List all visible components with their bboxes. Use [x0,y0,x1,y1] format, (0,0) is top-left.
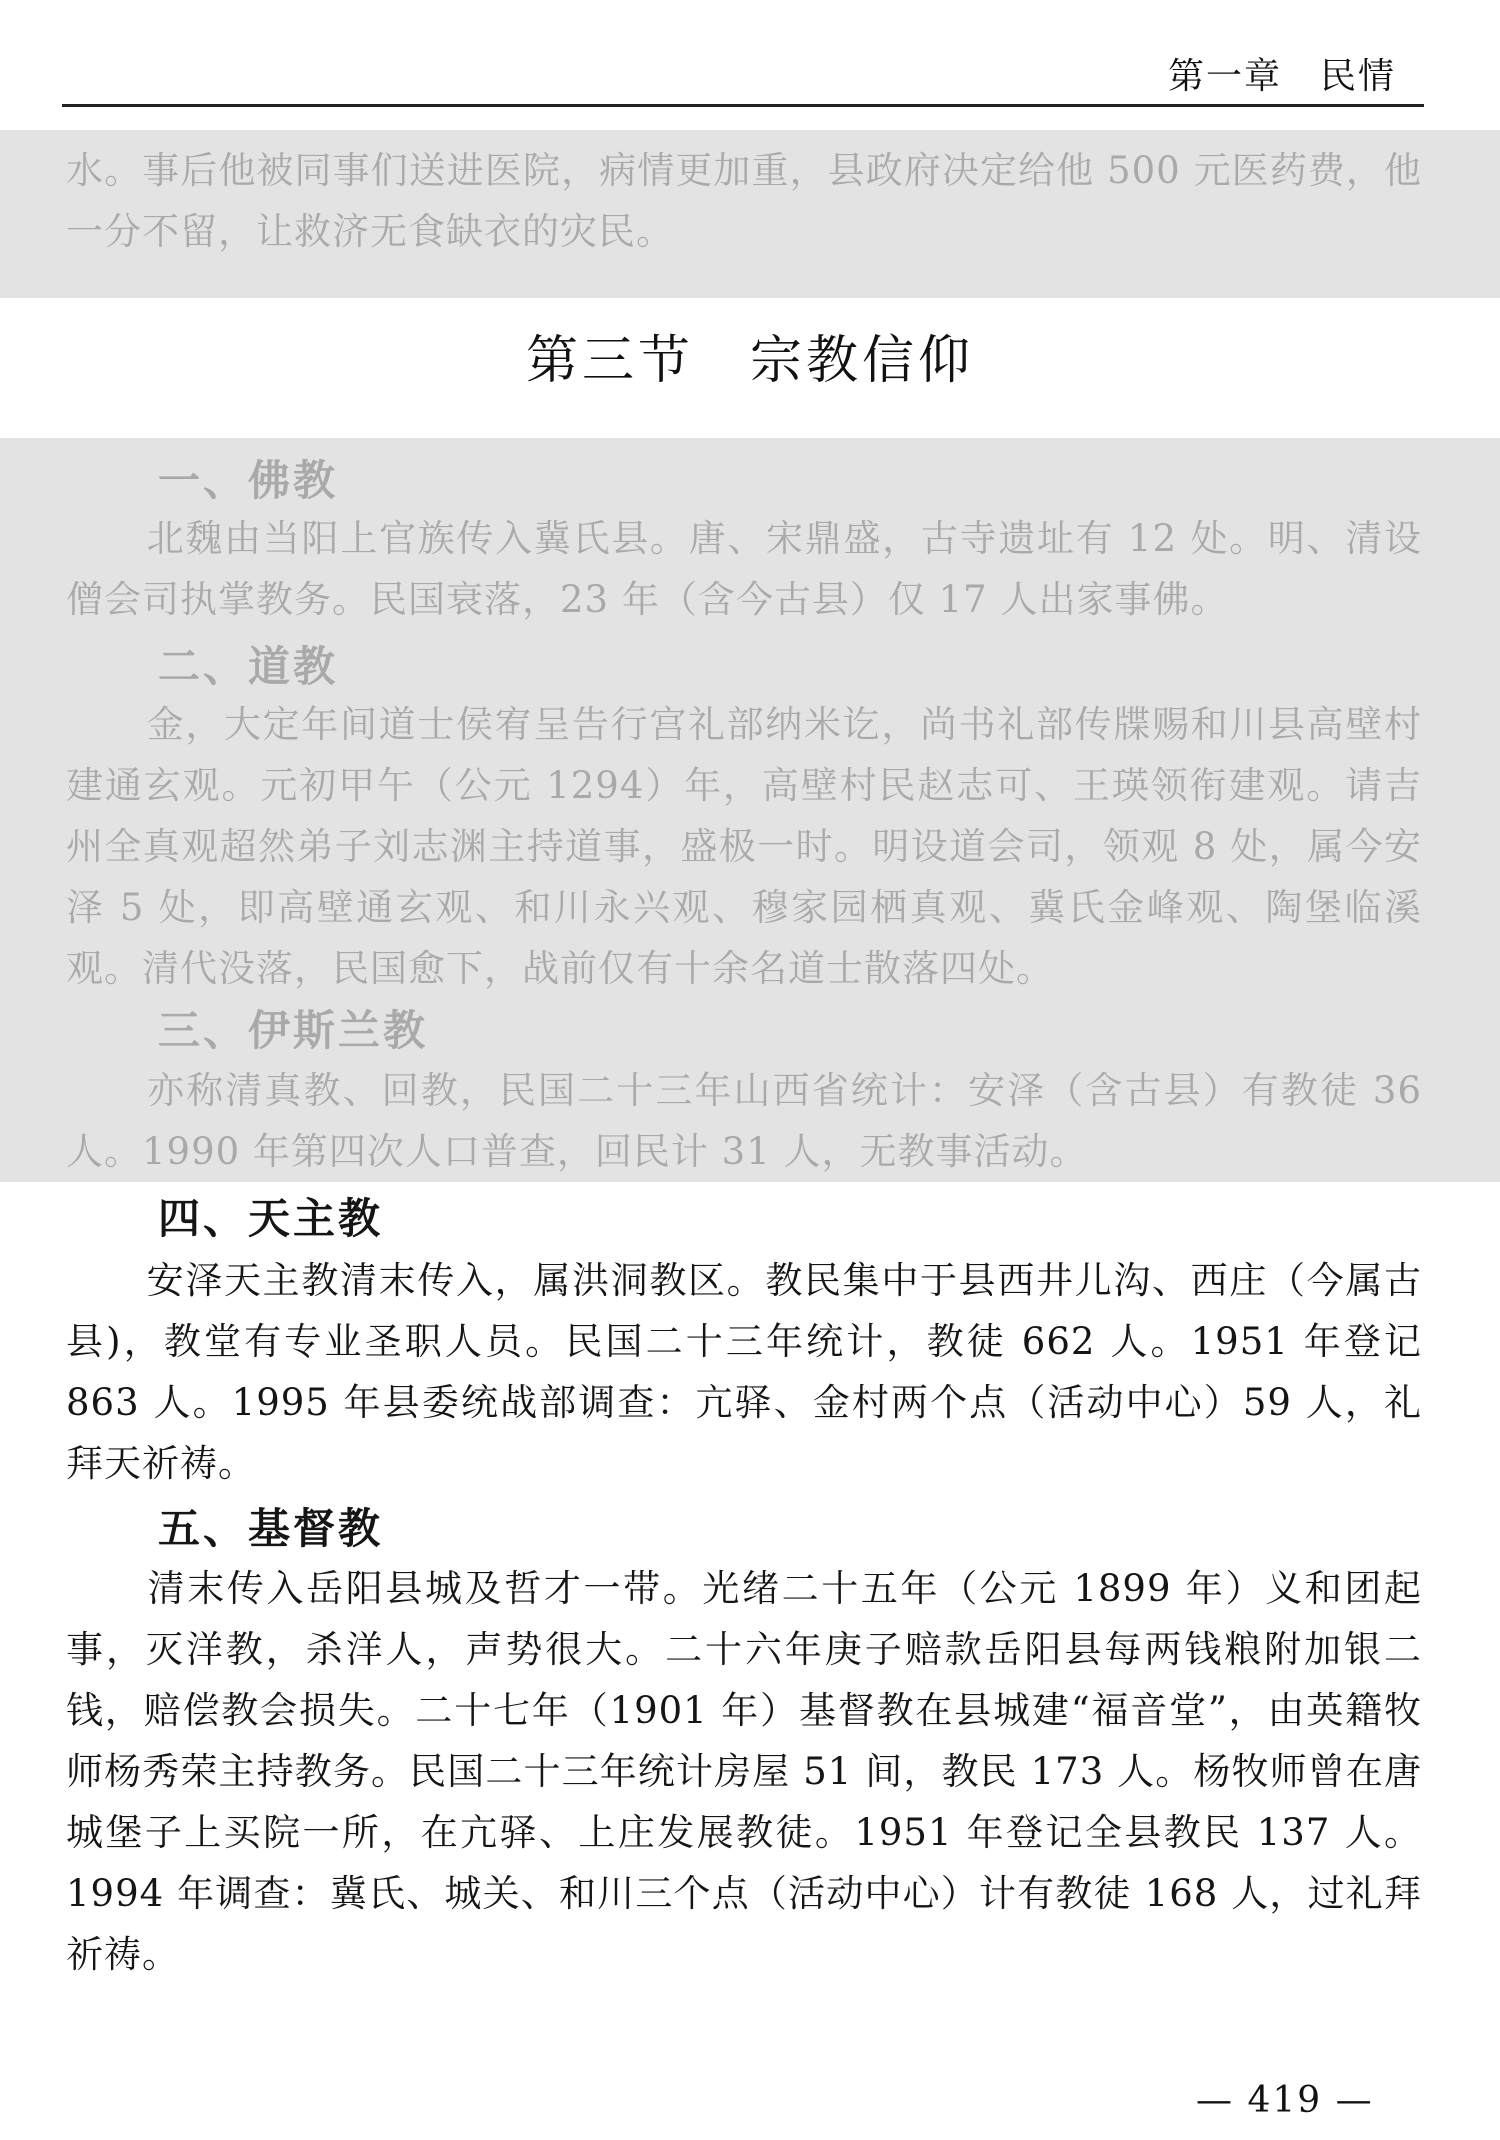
header-rule [62,104,1424,107]
section-title: 第三节 宗教信仰 [525,331,974,391]
subsection-body-catholicism: 安泽天主教清末传入，属洪洞教区。教民集中于县西井儿沟、西庄（今属古县)，教堂有专业圣职人员。民国二十三年统计，教徒 662 人。1951 年登记 863 人。1995 年县委统战部调查：亢驿、金村两个点（活动中心）59 人，礼拜天祈祷。 [66,1259,1422,1485]
subsection-heading-christianity: 五、基督教 [158,1504,384,1553]
subsection-heading-catholicism: 四、天主教 [158,1194,384,1243]
subsection-body-islam: 亦称清真教、回教，民国二十三年山西省统计：安泽（含古县）有教徒 36 人。1990 年第四次人口普查，回民计 31 人，无教事活动。 [66,1069,1422,1173]
subsection-heading-islam: 三、伊斯兰教 [158,1006,429,1055]
subsection-body-taoism: 金，大定年间道士侯宥呈告行宫礼部纳米讫，尚书礼部传牒赐和川县高壁村建通玄观。元初甲午（公元 1294）年，高壁村民赵志可、王瑛领衔建观。请吉州全真观超然弟子刘志渊主持道事，盛极一时。明设道会司，领观 8 处，属今安泽 5 处，即高壁通玄观、和川永兴观、穆家园栖真观、冀氏金峰观、陶堡临溪观。清代没落，民国愈下，战前仅有十余名道士散落四处。 [66,703,1422,990]
carryover-paragraph: 水。事后他被同事们送进医院，病情更加重，县政府决定给他 500 元医药费，他一分不留，让救济无食缺衣的灾民。 [66,149,1422,253]
subsection-heading-buddhism: 一、佛教 [158,456,339,505]
subsection-body-christianity: 清末传入岳阳县城及哲才一带。光绪二十五年（公元 1899 年）义和团起事，灭洋教，杀洋人，声势很大。二十六年庚子赔款岳阳县每两钱粮附加银二钱，赔偿教会损失。二十七年（1901 年）基督教在县城建“福音堂”，由英籍牧师杨秀荣主持教务。民国二十三年统计房屋 51 间，教民 173 人。杨牧师曾在唐城堡子上买院一所，在亢驿、上庄发展教徒。1951 年登记全县教民 137 人。1994 年调查：冀氏、城关、和川三个点（活动中心）计有教徒 168 人，过礼拜祈祷。 [66,1567,1422,1976]
page-number: — 419 — [1196,2080,1374,2121]
subsection-heading-taoism: 二、道教 [158,642,339,691]
subsection-body-buddhism: 北魏由当阳上官族传入冀氏县。唐、宋鼎盛，古寺遗址有 12 处。明、清设僧会司执掌教务。民国衰落，23 年（含今古县）仅 17 人出家事佛。 [66,517,1422,621]
running-header: 第一章 民情 [1168,56,1397,97]
